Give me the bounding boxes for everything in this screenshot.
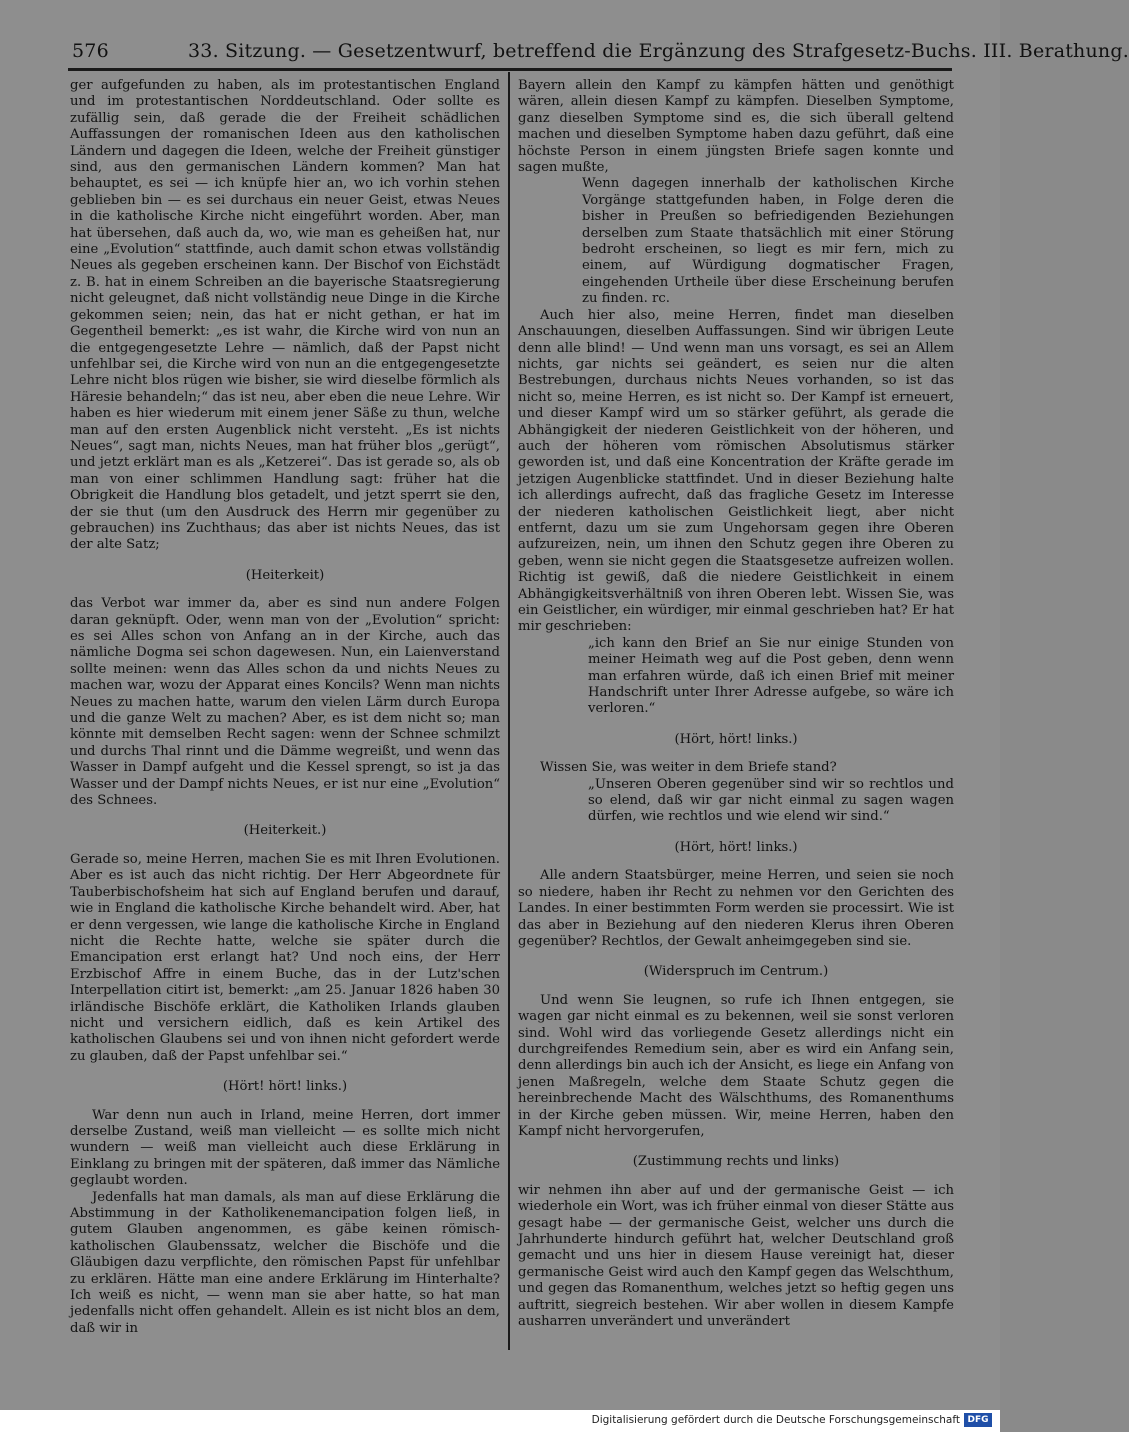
quoted-passage: „Unseren Oberen gegenüber sind wir so rechtlos und so elend, daß wir gar nicht einmal zu sagen wagen dürfen, wie rechtlos und wie elend wir sind.“ bbox=[588, 776, 954, 825]
column-divider bbox=[508, 72, 510, 1350]
paragraph: Und wenn Sie leugnen, so rufe ich Ihnen entgegen, sie wagen gar nicht einmal es zu bekennen, weil sie sonst verloren sind. Wohl wird das vorliegende Gesetz allerdings nicht ein durchgreifendes Remedium sein, aber es wird ein Anfang sein, denn allerdings bin auch ich der Ansicht, es liege ein Anfang von jenen Maßregeln, welche dem Staate Schutz gegen die hereinbrechende Macht des Wälschthums, des Romanenthums in der Kirche geben müssen. Wir, meine Herren, haben den Kampf nicht hervorgerufen, bbox=[518, 992, 954, 1139]
paragraph: ger aufgefunden zu haben, als im protestantischen England und im protestantischen Norddeutschland. Oder sollte es zufällig sein, daß gerade die der Freiheit schädlichen Auffassungen der romanischen Ideen aus den katholischen Ländern und dagegen die Ideen, welche der Freiheit günstiger sind, aus den germanischen Ländern kommen? Man hat behauptet, es sei — ich knüpfe hier an, wo ich vorhin stehen geblieben bin — es sei durchaus ein neuer Geist, etwas Neues in die katholische Kirche nicht eingeführt worden. Aber, man hat übersehen, daß auch da, wo, wie man es geheißen hat, nur eine „Evolution“ stattfinde, auch damit schon etwas vollständig Neues als gegeben erscheinen kann. Der Bischof von Eichstädt z. B. hat in einem Schreiben an die bayerische Staatsregierung nicht geleugnet, daß nicht vollständig neue Dinge in die Kirche gekommen seien; nein, das hat er nicht gethan, er hat im Gegentheil bemerkt: „es ist wahr, die Kirche wird von nun an die entgegengesetzte Lehre — nämlich, daß der Papst nicht unfehlbar sei, die Kirche wird von nun an die entgegengesetzte Lehre nicht blos rügen wie bisher, sie wird dieselbe förmlich als Häresie behandeln;“ das ist neu, aber eben die neue Lehre. Wir haben es hier wiederum mit einem jener Säße zu thun, welche man auf den ersten Augenblick nicht versteht. „Es ist nichts Neues“, sagt man, nichts Neues, man hat früher blos „gerügt“, und jetzt erklärt man es als „Ketzerei“. Das ist gerade so, als ob man von einer schlimmen Handlung sagt: früher hat die Obrigkeit die Handlung blos getadelt, und jetzt sperrt sie den, der sie thut (um den Ausdruck des Herrn mir gegenüber zu gebrauchen) ins Zuchthaus; das aber ist nichts Neues, das ist der alte Satz; bbox=[70, 78, 500, 553]
paragraph: War denn nun auch in Irland, meine Herren, dort immer derselbe Zustand, weiß man vielleicht — es sollte mich nicht wundern — weiß man vielleicht auch diese Erklärung in Einklang zu bringen mit der späteren, daß immer das Nämliche geglaubt worden. bbox=[70, 1107, 500, 1189]
paragraph: Jedenfalls hat man damals, als man auf diese Erklärung die Abstimmung in der Katholikenemancipation folgen ließ, in gutem Glauben angenommen, es gäbe keinen römisch-katholischen Glaubenssatz, welcher die Bischöfe und die Gläubigen dazu verpflichte, den römischen Papst für unfehlbar zu erklären. Hätte man eine andere Erklärung im Hinterhalte? Ich weiß es nicht, — wenn man sie aber hatte, so hat man jedenfalls nicht offen gehandelt. Allein es ist nicht blos an dem, daß wir in bbox=[70, 1189, 500, 1336]
interjection: (Hört! hört! links.) bbox=[222, 1079, 348, 1095]
interjection: (Heiterkeit) bbox=[245, 567, 325, 583]
interjection: (Hört, hört! links.) bbox=[674, 839, 798, 855]
footer-credit: Digitalisierung gefördert durch die Deutsche Forschungsgemeinschaft bbox=[591, 1414, 960, 1426]
paragraph: Gerade so, meine Herren, machen Sie es mit Ihren Evolutionen. Aber es ist auch das nicht richtig. Der Herr Abgeordnete für Tauberbischofsheim hat sich auf England berufen und darauf, wie in England die katholische Kirche behandelt wird. Aber, hat er denn vergessen, wie lange die katholische Kirche in England nicht die Rechte hatte, welche sie später durch die Emancipation erst erlangt hat? Und noch eins, der Herr Erzbischof Affre in einem Buche, das in der Lutz'schen Interpellation citirt ist, bemerkt: „am 25. Januar 1826 haben 30 irländische Bischöfe erklärt, die Katholiken Irlands glauben nicht und versichern eidlich, daß es kein Artikel des katholischen Glaubens sei und von ihnen nicht gefordert werde zu glauben, daß der Papst unfehlbar sei.“ bbox=[70, 851, 500, 1064]
quoted-passage: Wenn dagegen innerhalb der katholischen Kirche Vorgänge stattgefunden haben, in Folge deren die bisher in Preußen so befriedigenden Beziehungen derselben zum Staate thatsächlich mit einer Störung bedroht erscheinen, so liegt es mir fern, mich zu einem, auf Würdigung dogmatischer Fragen, eingehenden Urtheile über diese Erscheinung berufen zu finden. rc. bbox=[582, 176, 954, 307]
left-column bbox=[70, 78, 500, 1348]
dfg-logo: DFG bbox=[964, 1413, 992, 1427]
page-header bbox=[70, 36, 1129, 66]
page-title: 33. Sitzung. — Gesetzentwurf, betreffend die Ergänzung des Strafgesetz-Buchs. III. Berathung. bbox=[188, 40, 1129, 62]
paragraph: wir nehmen ihn aber auf und der germanische Geist — ich wiederhole ein Wort, was ich früher einmal von dieser Stätte aus gesagt habe — der germanische Geist, welcher uns durch die Jahrhunderte hindurch geführt hat, welcher Deutschland groß gemacht und uns hier in diesem Hause vereinigt hat, dieser germanische Geist wird auch den Kampf gegen das Welschthum, und gegen das Romanenthum, welches jetzt so heftig gegen uns auftritt, siegreich bestehen. Wir aber wollen in diesem Kampfe ausharren unverändert und unverändert bbox=[518, 1182, 954, 1330]
paragraph: Bayern allein den Kampf zu kämpfen hätten und genöthigt wären, allein diesen Kampf zu kämpfen. Dieselben Symptome, ganz dieselben Symptome sind es, die sich überall geltend machen und dieselben Symptome haben dazu geführt, daß eine höchste Person in einem jüngsten Briefe sagen konnte und sagen mußte, bbox=[518, 78, 954, 176]
interjection: (Zustimmung rechts und links) bbox=[632, 1154, 840, 1170]
interjection: (Widerspruch im Centrum.) bbox=[643, 964, 829, 980]
paragraph: Wissen Sie, was weiter in dem Briefe stand? bbox=[540, 760, 837, 776]
interjection: (Heiterkeit.) bbox=[243, 823, 327, 839]
paragraph: Alle andern Staatsbürger, meine Herren, und seien sie noch so niedere, haben ihr Recht zu nehmen vor den Gerichten des Landes. In einer bestimmten Form werden sie processirt. Wie ist das aber in Beziehung auf den niederen Klerus ihren Oberen gegenüber? Rechtlos, der Gewalt anheimgegeben sind sie. bbox=[518, 868, 954, 949]
paragraph: das Verbot war immer da, aber es sind nun andere Folgen daran geknüpft. Oder, wenn man von der „Evolution“ spricht: es sei Alles schon von Anfang an in der Kirche, auch das nämliche Dogma sei schon dagewesen. Nun, ein Laienverstand sollte meinen: wenn das Alles schon da und nichts Neues zu machen war, wozu der Apparat eines Koncils? Wenn man nichts Neues zu machen hatte, warum den vielen Lärm durch Europa und die ganze Welt zu machen? Aber, es ist dem nicht so; man könnte mit demselben Recht sagen: wenn der Schnee schmilzt und durchs Thal rinnt und die Dämme wegreißt, und wenn das Wasser in Dampf aufgeht und die Kessel sprengt, so ist ja das Wasser und der Dampf nichts Neues, er ist nur eine „Evolution“ des Schnees. bbox=[70, 596, 500, 809]
quoted-passage: „ich kann den Brief an Sie nur einige Stunden von meiner Heimath weg auf die Post geben, denn wenn man erfahren würde, daß ich einen Brief mit meiner Handschrift unter Ihrer Adresse aufgebe, so wäre ich verloren.“ bbox=[588, 635, 954, 717]
header-rule bbox=[68, 68, 952, 71]
right-column bbox=[518, 78, 954, 1348]
page-number: 576 bbox=[72, 40, 109, 62]
interjection: (Hört, hört! links.) bbox=[674, 731, 798, 747]
paragraph: Auch hier also, meine Herren, findet man dieselben Anschauungen, dieselben Auffassungen. Sind wir übrigen Leute denn alle blind! — Und wenn man uns vorsagt, es sei an Allem nichts, gar nichts sei geändert, es seien nur die alten Bestrebungen, durchaus nichts Neues vorhanden, so ist das nicht so, meine Herren, es ist nicht so. Der Kampf ist erneuert, und dieser Kampf wird um so stärker geführt, als gerade die Abhängigkeit der niederen Geistlichkeit von der höheren, und auch der höheren vom römischen Absolutismus stärker geworden ist, und daß eine Koncentration der Kräfte gerade im jetzigen Augenblicke stattfindet. Und in dieser Beziehung halte ich allerdings aufrecht, daß das fragliche Gesetz im Interesse der niederen katholischen Geistlichkeit liegt, aber nicht entfernt, dazu um sie zum Ungehorsam gegen ihre Oberen aufzureizen, nein, um ihnen den Schutz gegen ihre Oberen zu geben, wenn sie nicht gegen die Staatsgesetze aufreizen wollen. Richtig ist gewiß, daß die niedere Geistlichkeit in einem Abhängigkeitsverhältniß von ihren Oberen lebt. Wissen Sie, was ein Geistlicher, ein würdiger, mir einmal geschrieben hat? Er hat mir geschrieben: bbox=[518, 307, 954, 635]
